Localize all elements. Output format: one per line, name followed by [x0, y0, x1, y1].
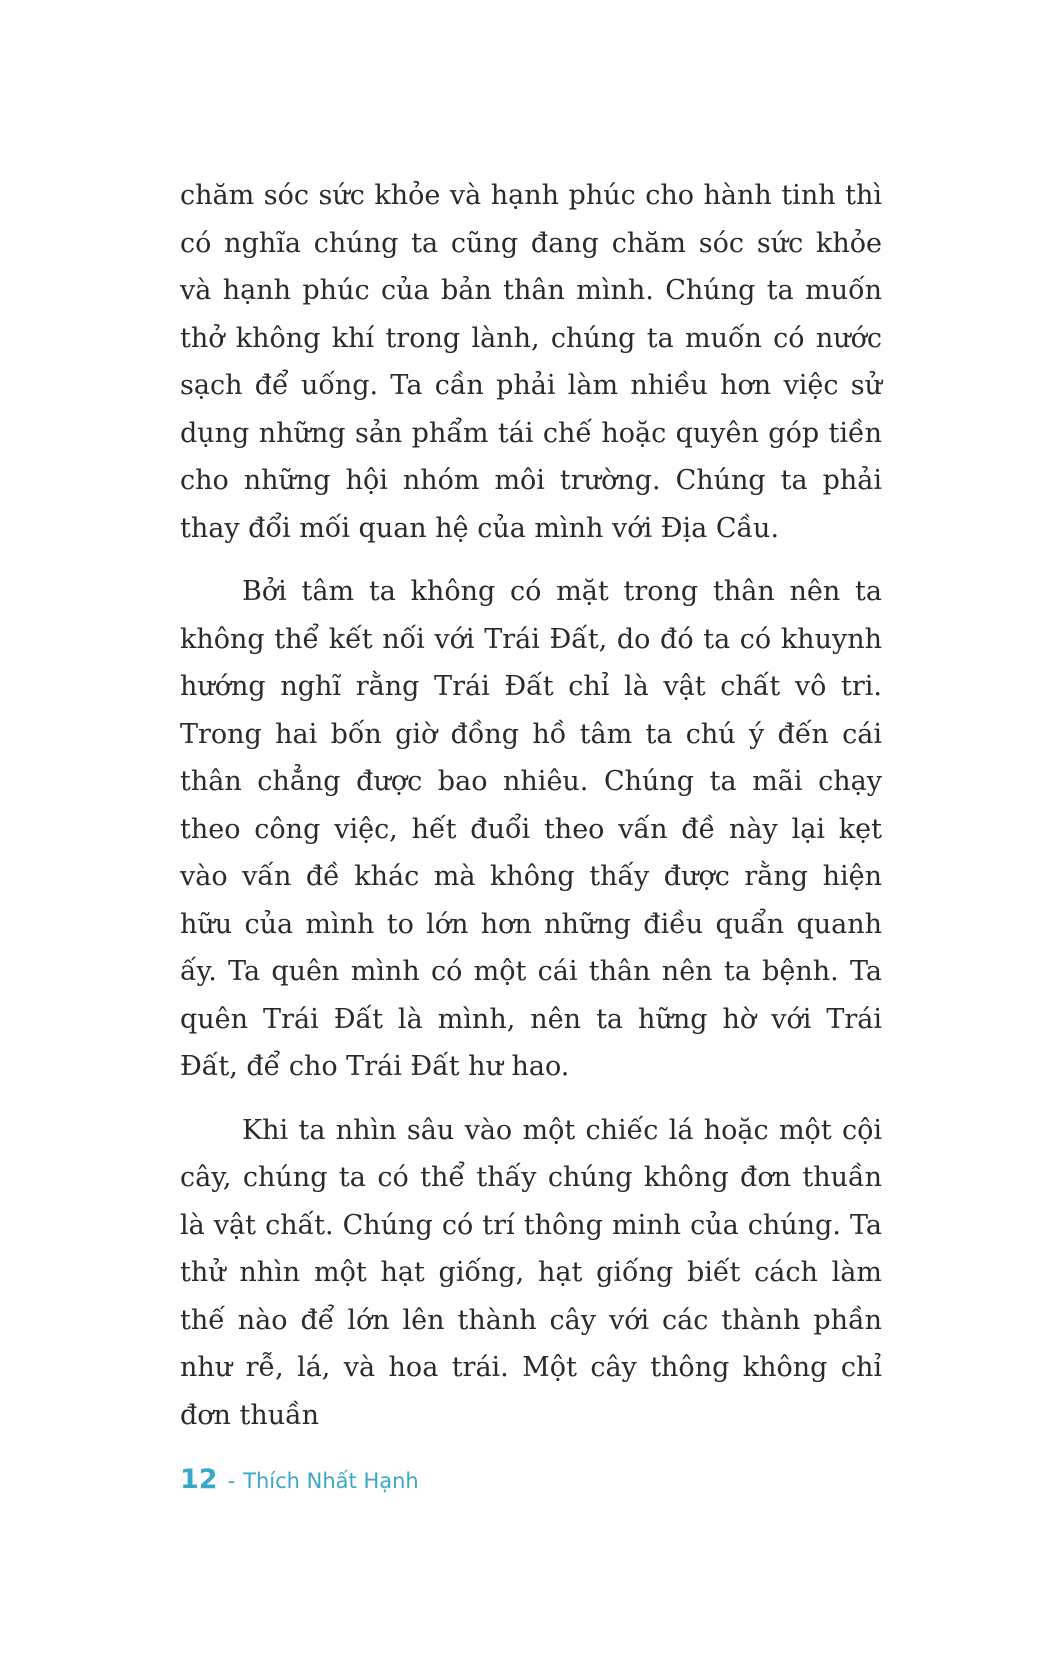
- paragraph-1: chăm sóc sức khỏe và hạnh phúc cho hành tinh thì có nghĩa chúng ta cũng đang chăm sóc sức khỏe và hạnh phúc của bản thân mình. Chúng ta muốn thở không khí trong lành, chúng ta muốn có nước sạch để uống. Ta cần phải làm nhiều hơn việc sử dụng những sản phẩm tái chế hoặc quyên góp tiền cho những hội nhóm môi trường. Chúng ta phải thay đổi mối quan hệ của mình với Địa Cầu.: [180, 180, 882, 544]
- page-number: 12: [180, 1464, 218, 1495]
- body-text: [180, 172, 882, 1439]
- footer-separator: -: [227, 1469, 236, 1493]
- paragraph-3: Khi ta nhìn sâu vào một chiếc lá hoặc một cội cây, chúng ta có thể thấy chúng không đơn thuần là vật chất. Chúng có trí thông minh của chúng. Ta thử nhìn một hạt giống, hạt giống biết cách làm thế nào để lớn lên thành cây với các thành phần như rễ, lá, và hoa trái. Một cây thông không chỉ đơn thuần: [180, 1114, 882, 1431]
- paragraph-2: Bởi tâm ta không có mặt trong thân nên ta không thể kết nối với Trái Đất, do đó ta có khuynh hướng nghĩ rằng Trái Đất chỉ là vật chất vô tri. Trong hai bốn giờ đồng hồ tâm ta chú ý đến cái thân chẳng được bao nhiêu. Chúng ta mãi chạy theo công việc, hết đuổi theo vấn đề này lại kẹt vào vấn đề khác mà không thấy được rằng hiện hữu của mình to lớn hơn những điều quẩn quanh ấy. Ta quên mình có một cái thân nên ta bệnh. Ta quên Trái Đất là mình, nên ta hững hờ với Trái Đất, để cho Trái Đất hư hao.: [180, 576, 882, 1082]
- page-footer: [180, 1464, 419, 1504]
- author-name: Thích Nhất Hạnh: [243, 1469, 419, 1493]
